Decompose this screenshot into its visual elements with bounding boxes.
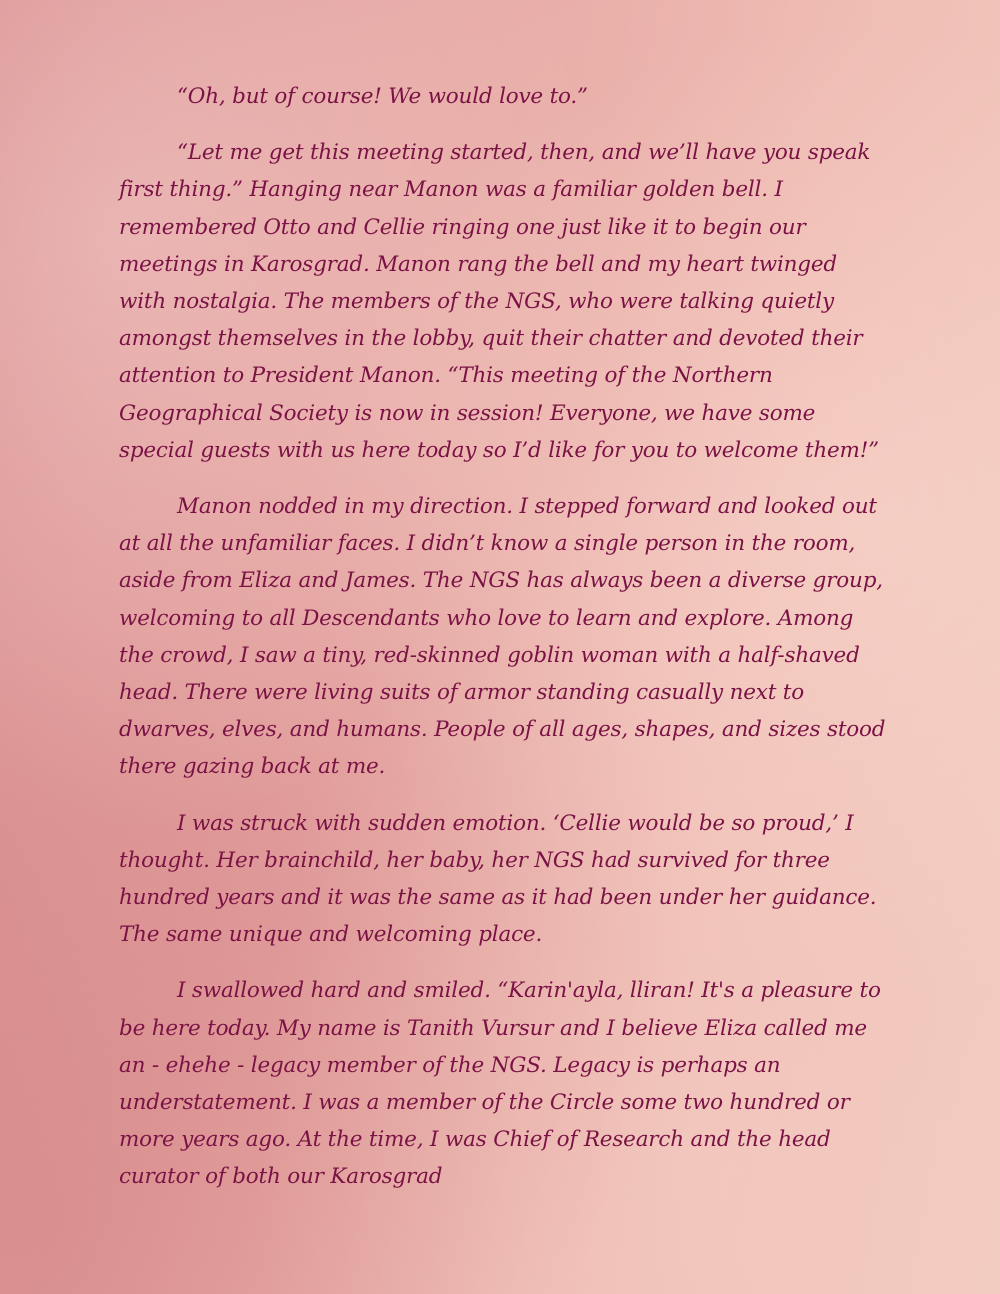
paragraph-5: I swallowed hard and smiled. “Karin'ayla, lliran! It's a pleasure to be here today. My name is Tanith Vursur and I believe Eliza called me an - ehehe - legacy member of the NGS. Legacy is perhaps an understatement. I was a member of the Circle some two hundred or more years ago. At the time, I was Chief of Research and the head curator of both our Karosgrad — [119, 978, 881, 1190]
story-text — [119, 78, 889, 1215]
paragraph-3: Manon nodded in my direction. I stepped forward and looked out at all the unfamiliar faces. I didn’t know a single person in the room, aside from Eliza and James. The NGS has always been a diverse group, welcoming to all Descendants who love to learn and explore. Among the crowd, I saw a tiny, red-skinned goblin woman with a half-shaved head. There were living suits of armor standing casually next to dwarves, elves, and humans. People of all ages, shapes, and sizes stood there gazing back at me. — [119, 494, 886, 780]
paragraph-4: I was struck with sudden emotion. ‘Cellie would be so proud,’ I thought. Her brainchild, her baby, her NGS had survived for three hundred years and it was the same as it had been under her guidance. The same unique and welcoming place. — [119, 810, 877, 948]
paragraph-1: “Oh, but of course! We would love to.” — [177, 84, 588, 109]
paragraph-2: “Let me get this meeting started, then, and we’ll have you speak first thing.” Hanging near Manon was a familiar golden bell. I remembered Otto and Cellie ringing one just like it to begin our meetings in Karosgrad. Manon rang the bell and my heart twinged with nostalgia. The members of the NGS, who were talking quietly amongst themselves in the lobby, quit their chatter and devoted their attention to President Manon. “This meeting of the Northern Geographical Society is now in session! Everyone, we have some special guests with us here today so I’d like for you to welcome them!” — [119, 140, 879, 463]
